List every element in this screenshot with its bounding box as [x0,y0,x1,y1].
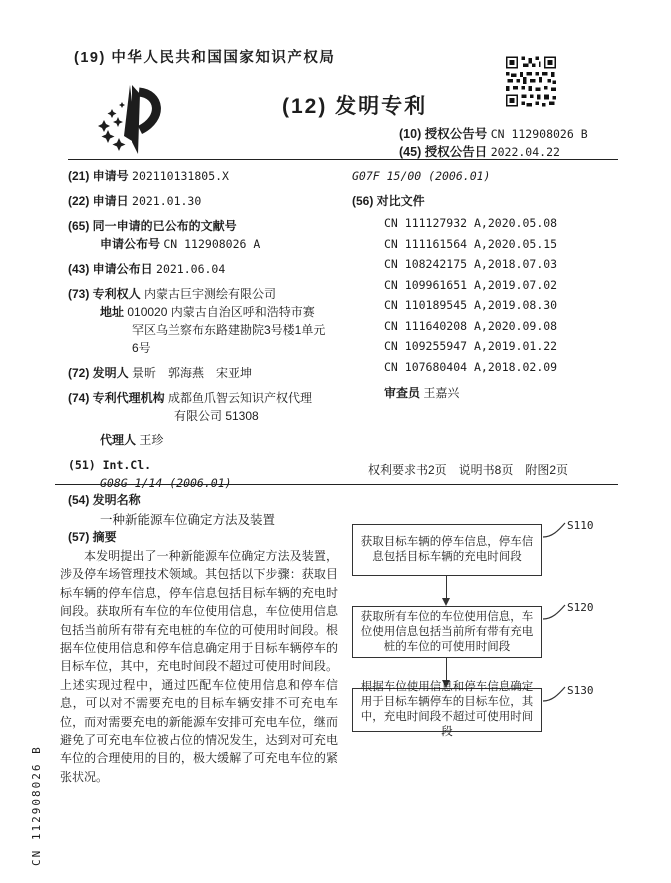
address-line-2: 罕区乌兰察布东路建勘院3号楼1单元 [132,323,326,337]
agent-row [68,431,356,449]
examiner-value: 王嘉兴 [423,385,460,400]
cnipa-logo-icon [94,84,176,161]
agency-name-line-1: 成都鱼爪智云知识产权代理 [168,391,313,405]
intcl-row [68,456,356,492]
citations-label: (56) 对比文件 [352,194,425,208]
citation-row: CN 109255947 A,2019.01.22 [384,339,558,353]
citation-row: CN 110189545 A,2019.08.30 [384,298,558,312]
citation-row: CN 111161564 A,2020.05.15 [384,236,558,251]
publication-number-value: CN 112908026 A [163,237,261,251]
inventors-label: (72) 发明人 [68,366,129,380]
citations-list [352,214,627,376]
invention-title-label: (54) 发明名称 [68,493,141,507]
grant-number-row [399,124,588,142]
leader-curve-icon [543,686,566,703]
body-divider [55,484,618,485]
vertical-publication-number: CN 112908026 B [30,745,43,866]
citation-row: CN 107680404 A,2018.02.09 [384,359,558,374]
biblio-right-column [352,167,627,402]
patentee-value: 内蒙古巨宇测绘有限公司 [144,287,277,301]
inventors-value: 景昕 郭海燕 宋亚坤 [132,366,253,380]
pages-info: 权利要求书2页 说明书8页 附图2页 [368,463,569,477]
agent-label: 代理人 [100,433,137,447]
grant-date-row [399,142,560,160]
patentee-label: (73) 专利权人 [68,287,141,301]
address-row [68,303,356,321]
prior-publication-label: (65) 同一申请的已公布的文献号 [68,219,237,233]
examiner-label: 审查员 [384,385,421,400]
qr-code-icon [506,55,556,113]
application-date-row [68,192,356,210]
application-number-row [68,167,356,185]
address-label: 地址 [100,305,125,319]
patent-office-name: (19) 中华人民共和国国家知识产权局 [74,50,336,66]
leader-curve-icon [543,604,566,621]
examiner-row [352,384,627,402]
address-line-1: 010020 内蒙古自治区呼和浩特市赛 [127,305,315,319]
flow-arrow-line [446,658,447,681]
grant-number-value: CN 112908026 B [490,127,588,141]
grant-date-value: 2022.04.22 [490,145,560,159]
inventors-row [68,364,356,382]
publication-date-row [68,260,356,278]
abstract-label: (57) 摘要 [68,530,117,544]
citation-row: CN 109961651 A,2019.07.02 [384,277,558,292]
grant-date-label: (45) 授权公告日 [399,145,488,159]
flow-step-id: S130 [567,684,594,697]
leader-curve-icon [543,522,566,539]
citation-row: CN 111640208 A,2020.09.08 [384,318,558,333]
biblio-left-column [68,167,356,499]
publication-number-row [68,235,356,253]
address-line-3: 6号 [132,341,151,355]
agency-row [68,389,356,449]
flow-arrowhead-icon [442,598,450,606]
agency-label: (74) 专利代理机构 [68,391,165,405]
flow-step-box-s130 [352,681,542,738]
citation-row: CN 108242175 A,2018.07.03 [384,257,558,271]
flow-step-id: S120 [567,601,594,614]
flow-step-text: 根据车位使用信息和停车信息确定用于目标车辆停车的目标车位，其中，充电时间段不超过可使用时间段 [360,681,534,738]
flow-step-box-s110 [352,524,542,576]
agent-value: 王珍 [139,433,164,447]
application-number-value: 202110131805.X [132,169,229,183]
citation-row: CN 111127932 A,2020.05.08 [384,216,558,230]
flow-step-id: S110 [567,519,594,532]
application-number-label: (21) 申请号 [68,169,129,183]
document-kind-title: (12) 发明专利 [282,95,428,118]
flow-step-text: 获取所有车位的车位使用信息，车位使用信息包括当前所有带有充电桩的车位的可使用时间段 [360,610,534,653]
intcl-label: (51) Int.Cl. [68,458,152,472]
flow-arrow-line [446,576,447,599]
flow-step-text: 获取目标车辆的停车信息，停车信息包括目标车辆的充电时间段 [360,536,534,563]
header-divider [68,159,618,160]
prior-publication-row [68,217,356,253]
patentee-row [68,285,356,357]
publication-number-label: 申请公布号 [100,237,161,251]
application-date-label: (22) 申请日 [68,194,129,208]
intcl-value-continued: G07F 15/00 (2006.01) [352,169,491,183]
flow-step-box-s120 [352,606,542,658]
agency-name-line-2: 有限公司 51308 [174,409,259,423]
publication-date-value: 2021.06.04 [156,262,226,276]
grant-number-label: (10) 授权公告号 [399,127,488,141]
intcl-value-left: G08G 1/14 (2006.01) [100,476,232,490]
invention-title: 一种新能源车位确定方法及装置 [100,513,276,527]
abstract-text: 本发明提出了一种新能源车位确定方法及装置，涉及停车场管理技术领域。其包括以下步骤：获取目标车辆的停车信息，停车信息包括目标车辆的充电时间段。获取所有车位的车位使用信息，车位使用信息包括当前所有带有充电桩的车位的可使用时间段。根据车位使用信息和停车信息确定用于目标车辆停车的目标车位，其中，充电时间段不超过可使用时间段。上述实现过程中，通过匹配车位使用信息和停车信息，可以对不需要充电的目标车辆安排不可充电车位，而对需要充电的新能源车安排可充电车位，继而避免了可充电车位被占位的情况发生，达到对可充电车位的合理使用的目的，极大缓解了可充电车位的紧张状况。 [60,549,338,784]
application-date-value: 2021.01.30 [132,194,202,208]
publication-date-label: (43) 申请公布日 [68,262,153,276]
